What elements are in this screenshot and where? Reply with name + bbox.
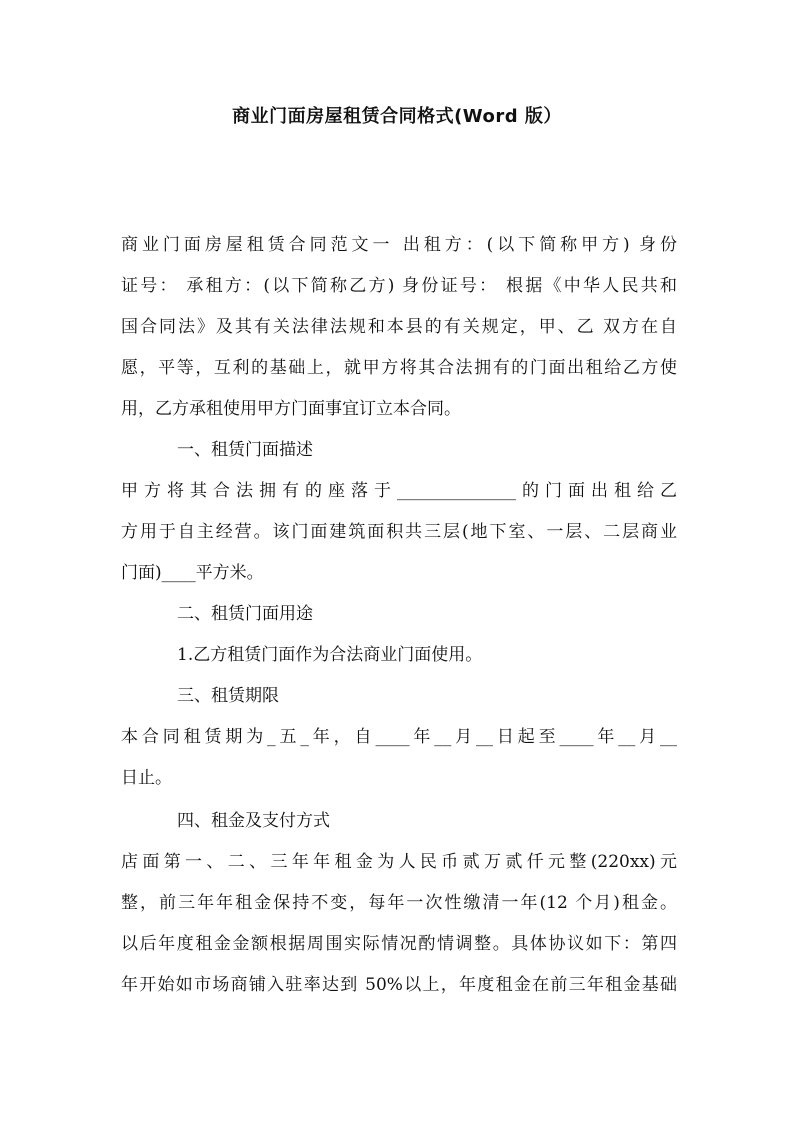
section-1-line-1: 甲方将其合法拥有的座落于______________的门面出租给乙 (121, 481, 677, 501)
body-line-2: 证号： 承租方：(以下简称乙方) 身份证号： 根据《中华人民共和 (121, 276, 677, 296)
section-4-line-3: 以后年度租金金额根据周围实际情况酌情调整。具体协议如下：第四 (121, 934, 677, 954)
section-heading-2: 二、租赁门面用途 (177, 604, 313, 624)
section-heading-1: 一、租赁门面描述 (177, 440, 313, 460)
body-line-5: 用，乙方承租使用甲方门面事宜订立本合同。 (121, 399, 461, 419)
section-3-line-1: 本合同租赁期为_五_年，自____年__月__日起至____年__月__ (121, 727, 677, 747)
section-3-line-2: 日止。 (121, 768, 172, 788)
section-heading-3: 三、租赁期限 (177, 686, 279, 706)
section-heading-4: 四、租金及支付方式 (177, 811, 330, 831)
section-4-line-1: 店面第一、二、三年年租金为人民币贰万贰仟元整(220xx)元 (121, 852, 677, 872)
body-line-4: 愿，平等，互利的基础上，就甲方将其合法拥有的门面出租给乙方使 (121, 358, 677, 378)
body-line-3: 国合同法》及其有关法律法规和本县的有关规定，甲、乙 双方在自 (121, 317, 677, 337)
section-1-line-3: 门面)____平方米。 (121, 563, 264, 583)
document-title: 商业门面房屋租赁合同格式(Word 版） (232, 106, 562, 127)
section-4-line-4: 年开始如市场商铺入驻率达到 50%以上，年度租金在前三年租金基础 (121, 975, 677, 995)
section-4-line-2: 整，前三年年租金保持不变，每年一次性缴清一年(12 个月)租金。 (121, 893, 677, 913)
section-2-item-1: 1.乙方租赁门面作为合法商业门面使用。 (177, 645, 483, 665)
section-1-line-2: 方用于自主经营。该门面建筑面积共三层(地下室、一层、二层商业 (121, 522, 677, 542)
body-line-1: 商业门面房屋租赁合同范文一 出租方：(以下简称甲方) 身份 (121, 235, 677, 255)
document-body (121, 225, 677, 1006)
